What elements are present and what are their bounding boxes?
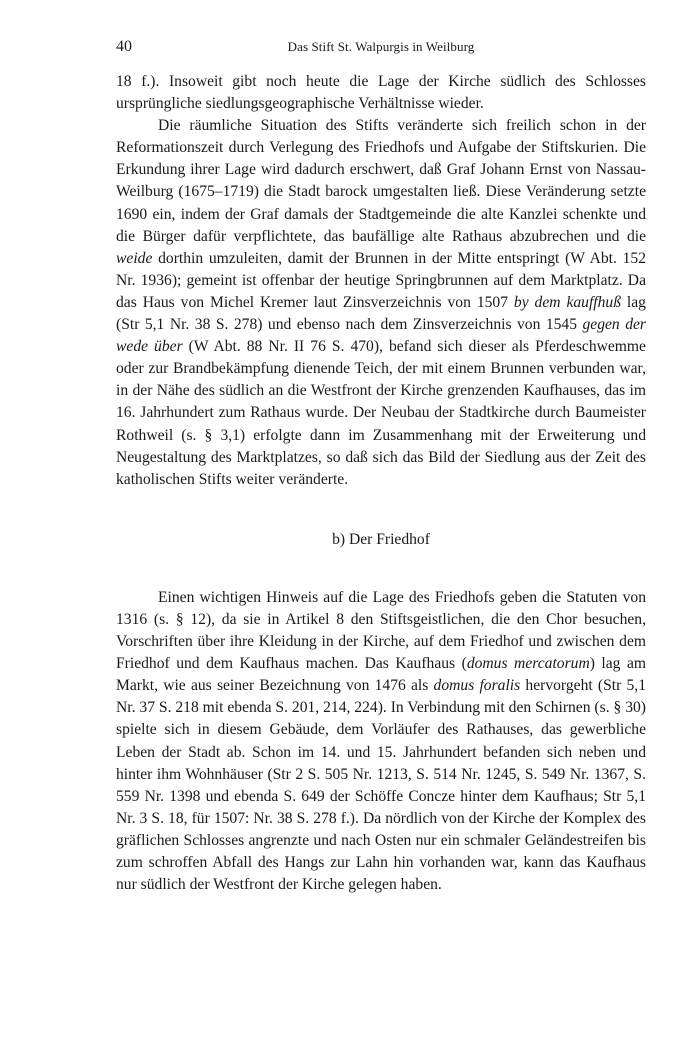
text-run: hervorgeht (Str 5,1 Nr. 37 S. 218 mit ebenda S. 201, 214, 224). In Verbindung mit den Schirnen (s. § 30) spielte sich in diesem Gebäude, dem Vorläufer des Rathauses, das gewerbliche Leben der Stadt ab. Schon im 14. und 15. Jahrhundert befanden sich neben und hinter ihm Wohnhäuser (Str 2 S. 505 Nr. 1213, S. 514 Nr. 1245, S. 549 Nr. 1367, S. 559 Nr. 1398 und ebenda S. 649 der Schöffe Concze hinter dem Kaufhaus; Str 5,1 Nr. 3 S. 18, für 1507: Nr. 38 S. 278 f.). Da nördlich von der Kirche der Komplex des gräflichen Schlosses angrenzte und nach Osten nur ein schmaler Geländestreifen bis zum schroffen Abfall des Hangs zur Lahn hin vorhanden war, kann das Kaufhaus nur südlich der Westfront der Kirche gelegen haben.: [116, 677, 646, 894]
italic-text: by dem kauffhuß: [513, 293, 622, 311]
section-heading: b) Der Friedhof: [332, 530, 430, 548]
paragraph: [116, 71, 646, 115]
italic-text: domus foralis: [433, 677, 521, 695]
text-run: 18 f.). Insoweit gibt noch heute die Lage der Kirche südlich des Schlosses ursprüngliche siedlungsgeographische Verhältnisse wieder.: [116, 73, 646, 113]
text-run: Einen wichtigen Hinweis auf die Lage des Friedhofs geben die Statuten von 1316 (s. § 12), da sie in Artikel 8 den Stiftsgeistlichen, die den Chor besuchen, Vorschriften über ihre Kleidung in der Kirche, auf dem Friedhof und zwischen dem Friedhof und dem Kaufhaus machen. Das Kaufhaus (: [116, 588, 646, 673]
text-run: lag (Str 5,1 Nr. 38 S. 278) und ebenso nach dem Zinsverzeichnis von 1545: [116, 293, 646, 334]
italic-text: domus mercatorum: [466, 655, 590, 673]
page-number: 40: [116, 38, 132, 55]
text-run: ) lag am Markt, wie aus seiner Bezeichnung von 1476 als: [116, 655, 647, 695]
paragraph: [116, 115, 646, 491]
text-run: (W Abt. 88 Nr. II 76 S. 470), befand sich dieser als Pferdeschwemme oder zur Brandbekämpfung dienende Teich, der mit einem Brunnen verbunden war, in der Nähe des südlich an die Westfront der Kirche grenzenden Kaufhauses, das im 16. Jahrhundert zum Rathaus wurde. Der Neubau der Stadtkirche durch Baumeister Rothweil (s. § 3,1) erfolgte dann im Zusammenhang mit der Erweiterung und Neugestaltung des Marktplatzes, so daß sich das Bild der Siedlung aus der Zeit des katholischen Stifts weiter veränderte.: [116, 338, 646, 488]
text-run: Die räumliche Situation des Stifts veränderte sich freilich schon in der Reformationszeit durch Verlegung des Friedhofs und Aufgabe der Stiftskurien. Die Erkundung ihrer Lage wird dadurch erschwert, daß Graf Johann Ernst von Nassau-Weilburg (1675–1719) die Stadt barock umgestalten ließ. Diese Veränderung setzte 1690 ein, indem der Graf damals der Stadtgemeinde die alte Kanzlei schenkte und die Bürger dafür verpflichtete, das baufällige alte Rathaus abzubrechen und die: [116, 117, 646, 245]
text-run: dorthin umzuleiten, damit der Brunnen in der Mitte entspringt (W Abt. 152 Nr. 1936); gemeint ist offenbar der heutige Springbrunnen auf dem Marktplatz. Da das Haus von Michel Kremer laut Zinsverzeichnis von 1507: [116, 249, 646, 311]
italic-text: gegen der wede über: [116, 316, 646, 356]
running-title: Das Stift St. Walpurgis in Weilburg: [287, 39, 475, 54]
paragraph: [116, 587, 646, 896]
page-header: [116, 38, 646, 60]
body-text: [116, 71, 646, 896]
italic-text: weide: [116, 249, 153, 267]
